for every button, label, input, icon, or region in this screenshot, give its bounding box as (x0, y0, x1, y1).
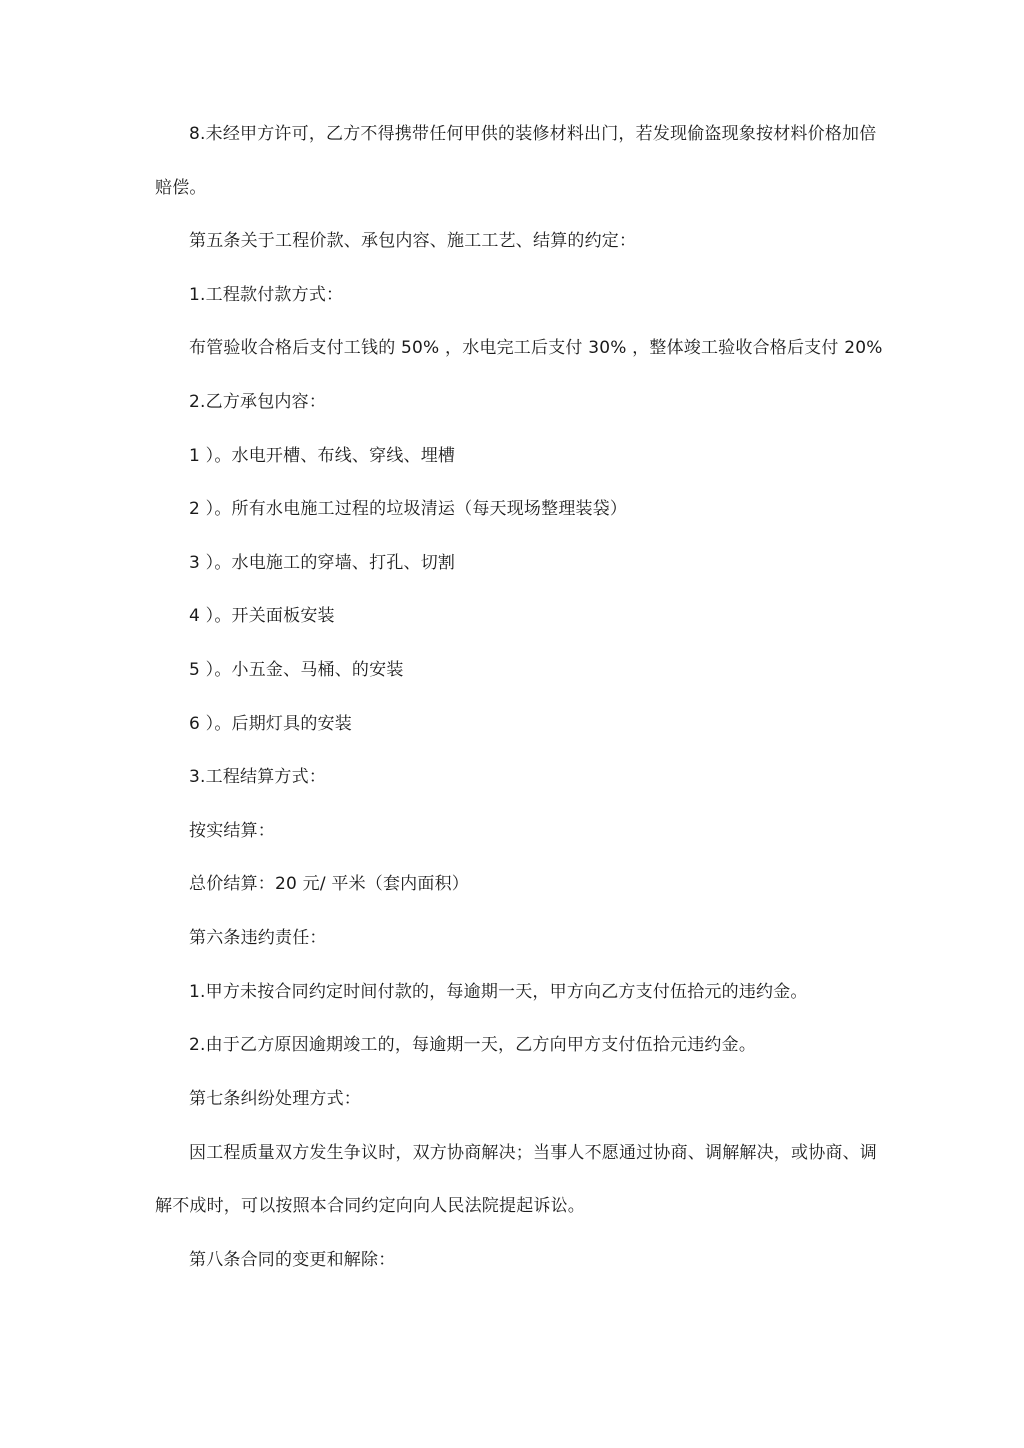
payment-schedule-text: 布管验收合格后支付工钱的 50% ，水电完工后支付 30% ，整体竣工验收合格后支付 20% (189, 338, 883, 358)
settlement-method-heading: 3.工程结算方式： (189, 767, 327, 787)
clause-8-text: 8.未经甲方许可，乙方不得携带任何甲供的装修材料出门，若发现偷盗现象按材料价格加倍 (189, 124, 877, 144)
article-8-heading: 第八条合同的变更和解除： (189, 1250, 396, 1270)
scope-item-1: 1 ）。水电开槽、布线、穿线、埋槽 (189, 446, 456, 466)
article-6-heading: 第六条违约责任： (189, 928, 327, 948)
breach-party-a-text: 1.甲方未按合同约定时间付款的，每逾期一天，甲方向乙方支付伍拾元的违约金。 (189, 982, 808, 1002)
article-7-heading: 第七条纠纷处理方式： (189, 1089, 361, 1109)
scope-item-3: 3 ）。水电施工的穿墙、打孔、切割 (189, 553, 456, 573)
clause-8-continuation: 赔偿。 (155, 178, 207, 198)
scope-item-4: 4 ）。开关面板安装 (189, 606, 335, 626)
breach-party-b-text: 2.由于乙方原因逾期竣工的，每逾期一天，乙方向甲方支付伍拾元违约金。 (189, 1035, 757, 1055)
scope-item-5: 5 ）。小五金、马桶、的安装 (189, 660, 404, 680)
payment-method-heading: 1.工程款付款方式： (189, 285, 344, 305)
scope-item-6: 6 ）。后期灯具的安装 (189, 714, 352, 734)
actual-settlement-text: 按实结算： (189, 821, 275, 841)
contract-scope-heading: 2.乙方承包内容： (189, 392, 327, 412)
dispute-resolution-continuation: 解不成时，可以按照本合同约定向向人民法院提起诉讼。 (155, 1196, 585, 1216)
total-price-text: 总价结算：20 元/ 平米（套内面积） (189, 874, 469, 894)
dispute-resolution-text: 因工程质量双方发生争议时，双方协商解决；当事人不愿通过协商、调解解决，或协商、调 (189, 1143, 877, 1163)
article-5-heading: 第五条关于工程价款、承包内容、施工工艺、结算的约定： (189, 231, 637, 251)
scope-item-2: 2 ）。所有水电施工过程的垃圾清运（每天现场整理装袋） (189, 499, 628, 519)
